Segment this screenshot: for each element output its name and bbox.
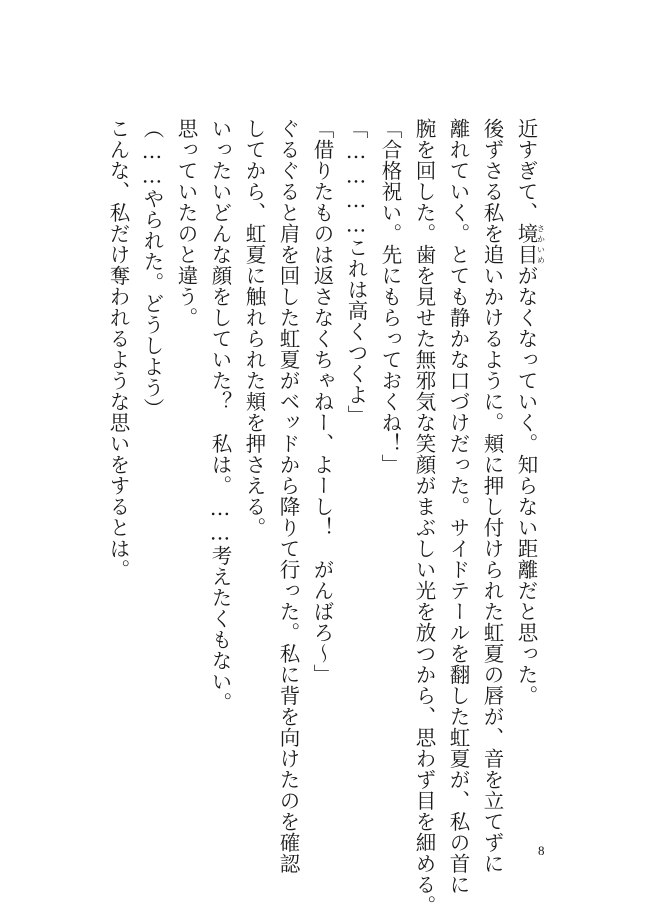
text-line-8: ぐるぐると肩を回した虹夏がベッドから降りて行った。私に背を向けたのを確認 — [276, 118, 300, 874]
ruby-word: 境目さかいめ — [514, 223, 546, 265]
text-line-4: 腕を回した。歯を見せた無邪気な笑顔がまぶしい光を放つから、思わず目を細める。 — [412, 118, 436, 916]
text-line-6: 「…………これは高くつくよ」 — [344, 118, 368, 426]
ruby-reading: さかいめ — [536, 223, 546, 265]
text-line-1: 近すぎて、境目さかいめがなくなっていく。知らない距離だと思った。 — [514, 118, 546, 706]
text-line-5: 「合格祝い。先にもらっておくね！」 — [378, 118, 402, 475]
text-line-7: 「借りたものは返さなくちゃねー、よーし！ がんばろ〜」 — [310, 118, 334, 685]
text-line-2: 後ずさる私を追いかけるように。頬に押し付けられた虹夏の唇が、音を立てずに — [480, 118, 504, 874]
text-line-13: こんな、私だけ奪われるような思いをするとは。 — [106, 118, 130, 580]
page-number: 8 — [538, 843, 545, 858]
text-line-10: いったいどんな顔をしていた？ 私は。……考えたくもない。 — [208, 118, 232, 713]
text-line-11: 思っていたのと違う。 — [174, 118, 198, 328]
vertical-body-text — [101, 118, 546, 916]
text-line-3: 離れていく。とても静かな口づけだった。サイドテールを翻した虹夏が、私の首に — [446, 118, 470, 895]
text-line-12: （……やられた。どうしよう） — [140, 118, 164, 419]
text-line-9: してから、虹夏に触れられた頬を押さえる。 — [242, 118, 266, 538]
